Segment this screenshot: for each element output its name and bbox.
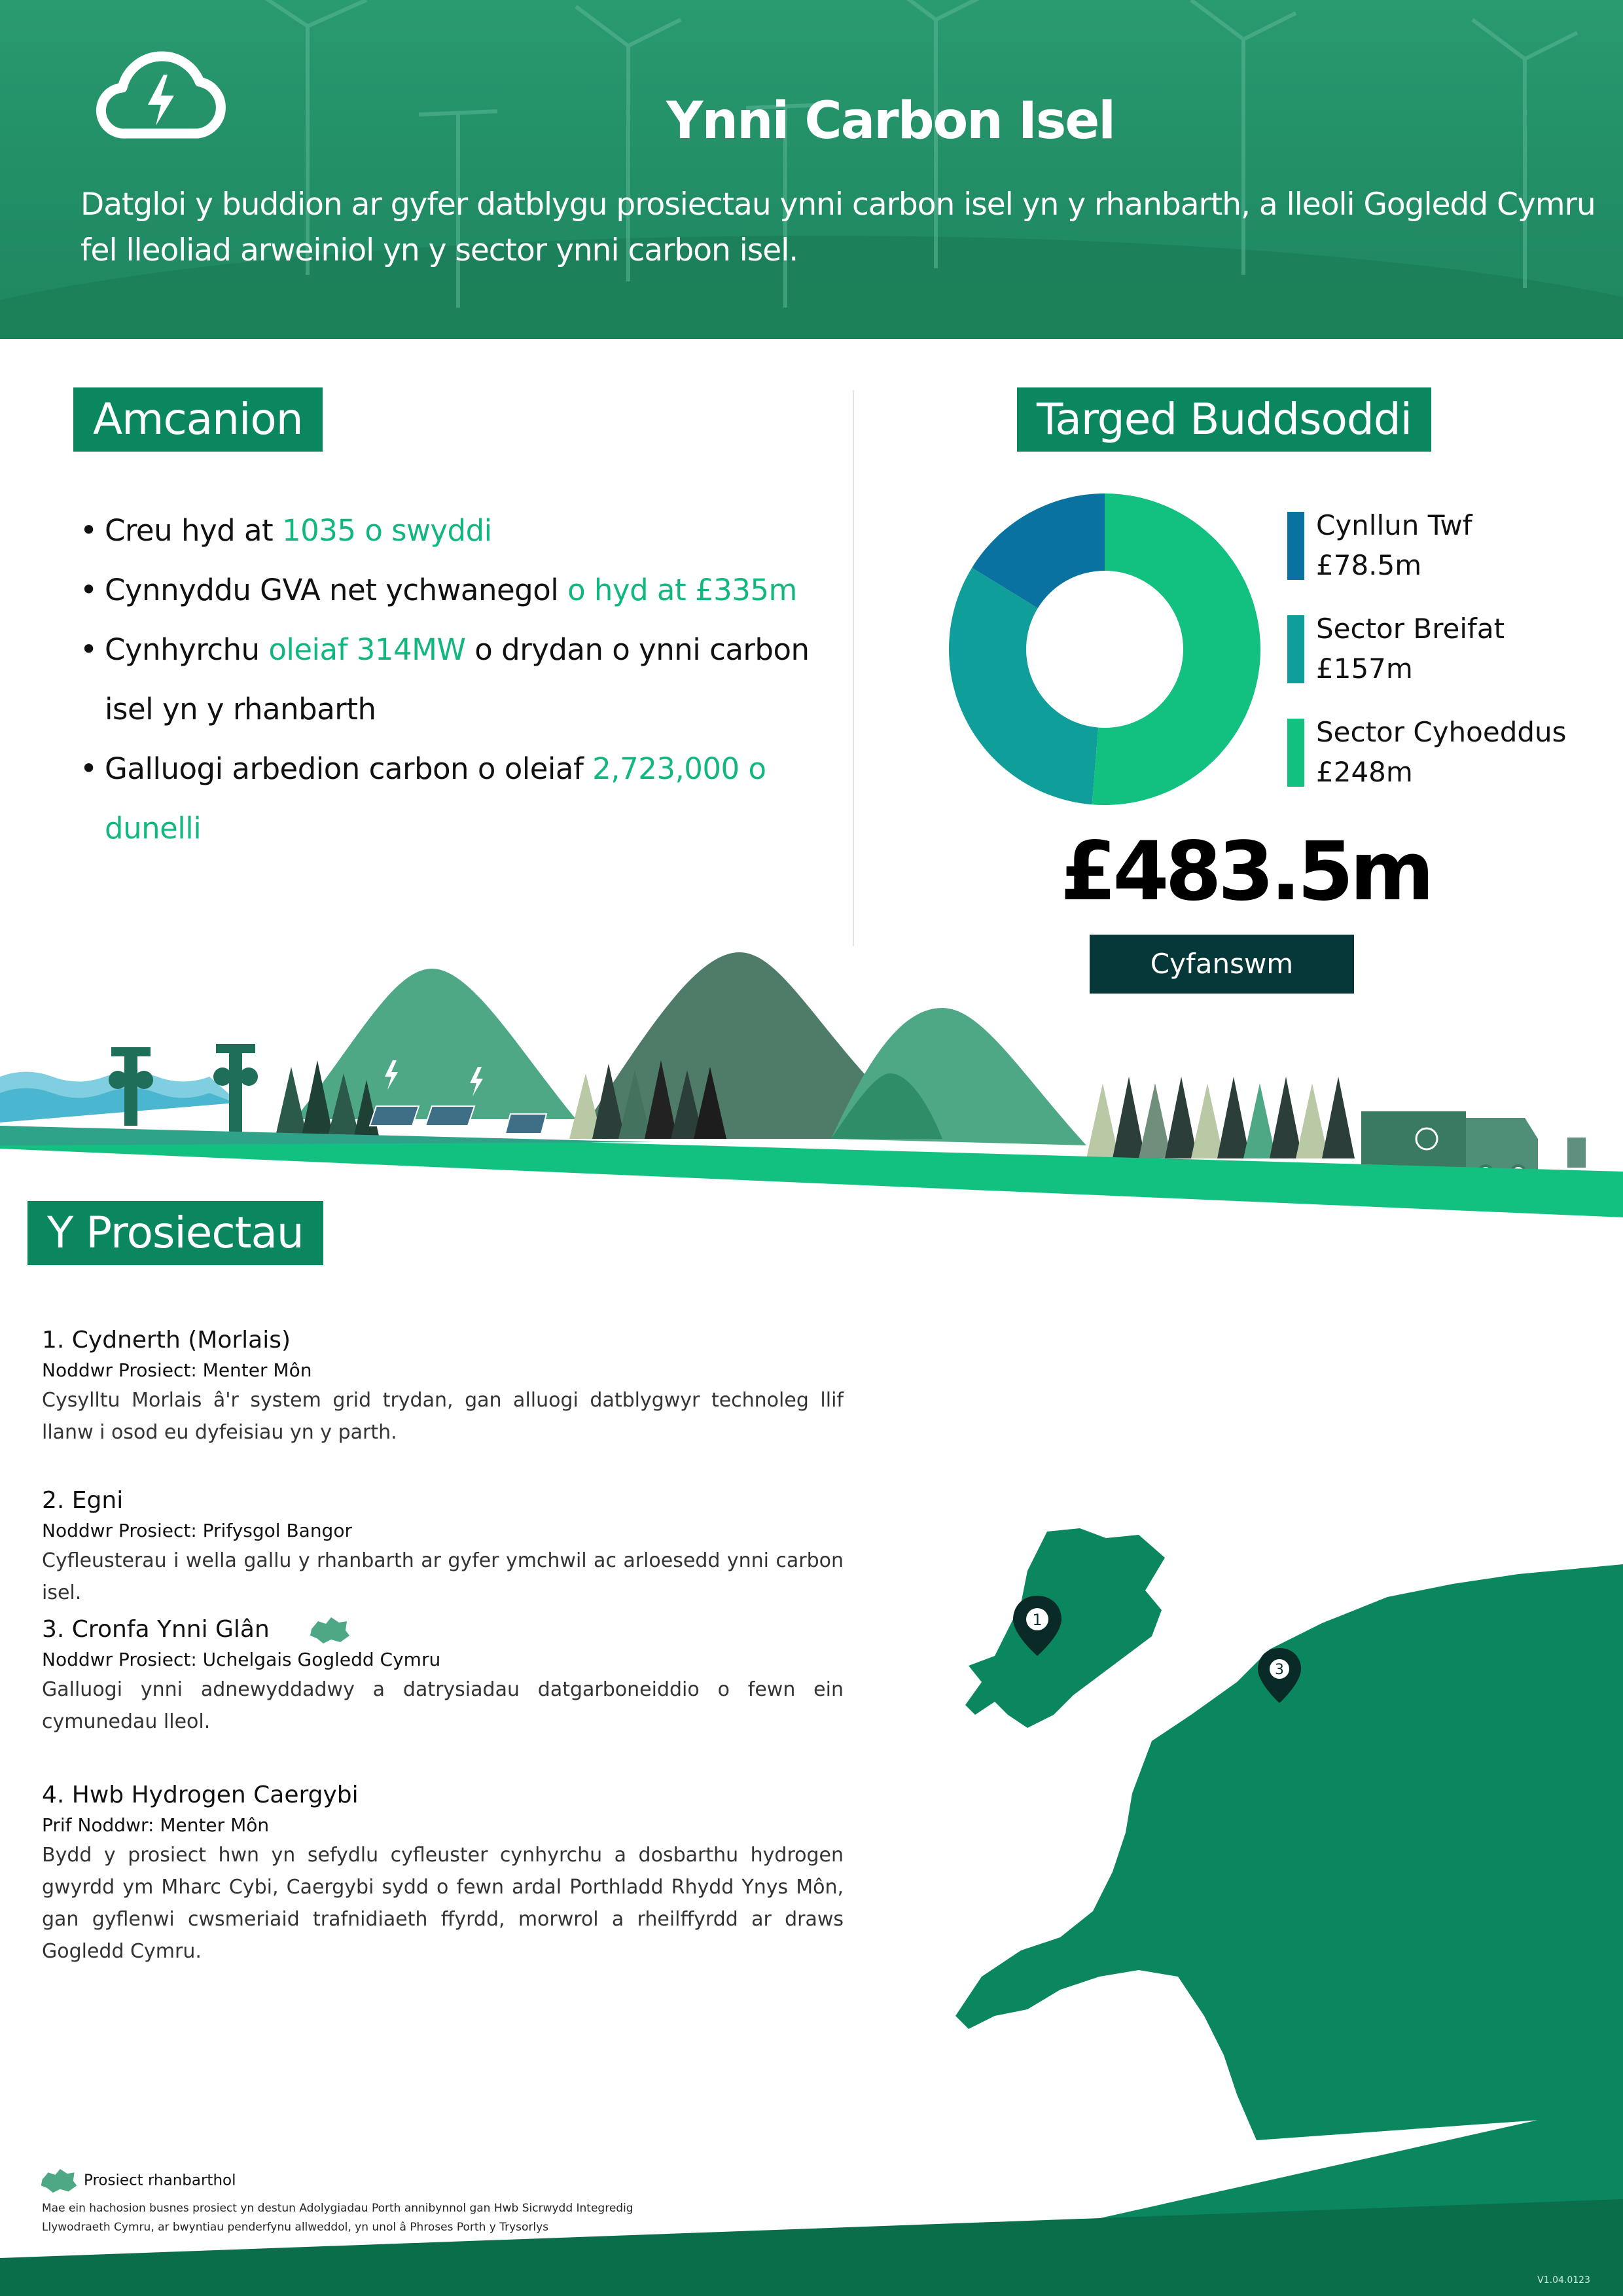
page-subtitle: Datgloi y buddion ar gyfer datblygu prosiectau ynni carbon isel yn y rhanbarth, a lleoli Gogledd Cymru fel lleoliad arweiniol yn y sector ynni carbon isel. [80, 187, 1596, 268]
legend-value: £78.5m [1316, 549, 1422, 581]
legend-category: Sector Cyhoeddus [1316, 716, 1567, 748]
tree-cluster-right [1086, 1077, 1355, 1158]
objectives-list [77, 501, 817, 858]
anglesey-landmass [965, 1528, 1165, 1728]
project-sponsor: Noddwr Prosiect: Menter Môn [42, 1359, 312, 1381]
mountain-left [294, 969, 576, 1119]
legend-value: £248m [1316, 756, 1413, 788]
objective-text: Creu hyd at [105, 513, 282, 548]
map-marker-label: 3 [1275, 1662, 1284, 1678]
header-banner [0, 0, 1623, 339]
project-title-row [42, 1613, 844, 1646]
project-title: 3. Cronfa Ynni Glân [42, 1616, 270, 1643]
legend-swatch [1287, 615, 1304, 683]
project-item [42, 1324, 844, 1448]
project-description: Galluogi ynni adnewyddadwy a datrysiadau datgarboneiddio o fewn ein cymunedau lleol. [42, 1678, 844, 1733]
north-wales-map [929, 1518, 1623, 2140]
footer-note-line: Llywodraeth Cymru, ar bwyntiau penderfynu allweddol, yn unol â Phroses Porth y Trysorlys [42, 2221, 549, 2234]
objective-item [77, 560, 817, 620]
project-title: 2. Egni [42, 1487, 124, 1514]
objective-highlight: 1035 o swyddi [282, 513, 492, 548]
objective-item [77, 620, 817, 739]
legend-category: Sector Breifat [1316, 613, 1505, 645]
project-description: Cysylltu Morlais â'r system grid trydan, gan alluogi datblygwyr technoleg llif llanw i osod eu dyfeisiau yn y parth. [42, 1389, 844, 1444]
cloud-lightning-icon [92, 50, 229, 141]
legend-swatch [1287, 512, 1304, 580]
project-title: 1. Cydnerth (Morlais) [42, 1327, 291, 1354]
regional-project-icon [39, 2168, 79, 2194]
project-sponsor: Prif Noddwr: Menter Môn [42, 1814, 270, 1836]
investment-heading: Targed Buddsoddi [1017, 387, 1431, 452]
footer-legend-label: Prosiect rhanbarthol [84, 2172, 236, 2189]
project-item [42, 1484, 844, 1609]
donut-slice-sector-cyhoeddus [1092, 493, 1260, 805]
investment-donut-chart [948, 492, 1262, 806]
project-description: Cyfleusterau i wella gallu y rhanbarth ar gyfer ymchwil ac arloesedd ynni carbon isel. [42, 1549, 844, 1604]
section-divider [853, 390, 854, 946]
legend-swatch [1287, 719, 1304, 787]
legend-label [1316, 712, 1567, 792]
objectives-heading: Amcanion [73, 387, 323, 452]
objective-text: Cynnyddu GVA net ychwanegol [105, 573, 568, 607]
legend-category: Cynllun Twf [1316, 509, 1472, 541]
page-title: Ynni Carbon Isel [666, 92, 1115, 151]
objective-highlight: 2,723,000 o dunelli [105, 751, 766, 846]
projects-heading: Y Prosiectau [27, 1201, 323, 1265]
project-item [42, 1613, 844, 1738]
project-sponsor: Noddwr Prosiect: Uchelgais Gogledd Cymru [42, 1649, 441, 1670]
project-item [42, 1779, 844, 1967]
version-label: V1.04.0123 [1537, 2275, 1590, 2286]
total-label-badge: Cyfanswm [1090, 935, 1354, 994]
footer-note [42, 2199, 762, 2237]
legend-label [1316, 609, 1505, 689]
regional-project-icon [309, 1616, 351, 1645]
project-description: Bydd y prosiect hwn yn sefydlu cyfleuster cynhyrchu a dosbarthu hydrogen gwyrdd ym Mharc Cybi, Caergybi sydd o fewn ardal Porthladd Rhydd Ynys Môn, gan gyflenwi cwsmeriaid trafnidiaeth ffyrdd, morwrol a rheilffyrdd ar draws Gogledd Cymru. [42, 1844, 844, 1963]
project-sponsor: Noddwr Prosiect: Prifysgol Bangor [42, 1520, 352, 1541]
wind-turbines-illustration [0, 0, 1623, 339]
landscape-illustration [0, 942, 1623, 1224]
objective-item [77, 739, 817, 858]
objective-highlight: o hyd at £335m [567, 573, 797, 607]
investment-total: £483.5m [1060, 825, 1431, 919]
legend-label [1316, 505, 1472, 585]
legend-value: £157m [1316, 653, 1413, 685]
footer-note-line: Mae ein hachosion busnes prosiect yn destun Adolygiadau Porth annibynnol gan Hwb Sicrwydd Integredig [42, 2202, 633, 2215]
objective-item [77, 501, 817, 560]
map-marker-label: 1 [1032, 1611, 1043, 1629]
donut-slice-sector-breifat [949, 567, 1098, 804]
footer-legend [39, 2168, 236, 2194]
objective-highlight: oleiaf 314MW [268, 632, 466, 667]
objective-text: Galluogi arbedion carbon o oleiaf [105, 751, 593, 786]
objective-text: Cynhyrchu [105, 632, 269, 667]
objective-text-after: o drydan o ynni carbon isel yn y rhanbarth [105, 632, 810, 726]
project-title: 4. Hwb Hydrogen Caergybi [42, 1782, 359, 1808]
